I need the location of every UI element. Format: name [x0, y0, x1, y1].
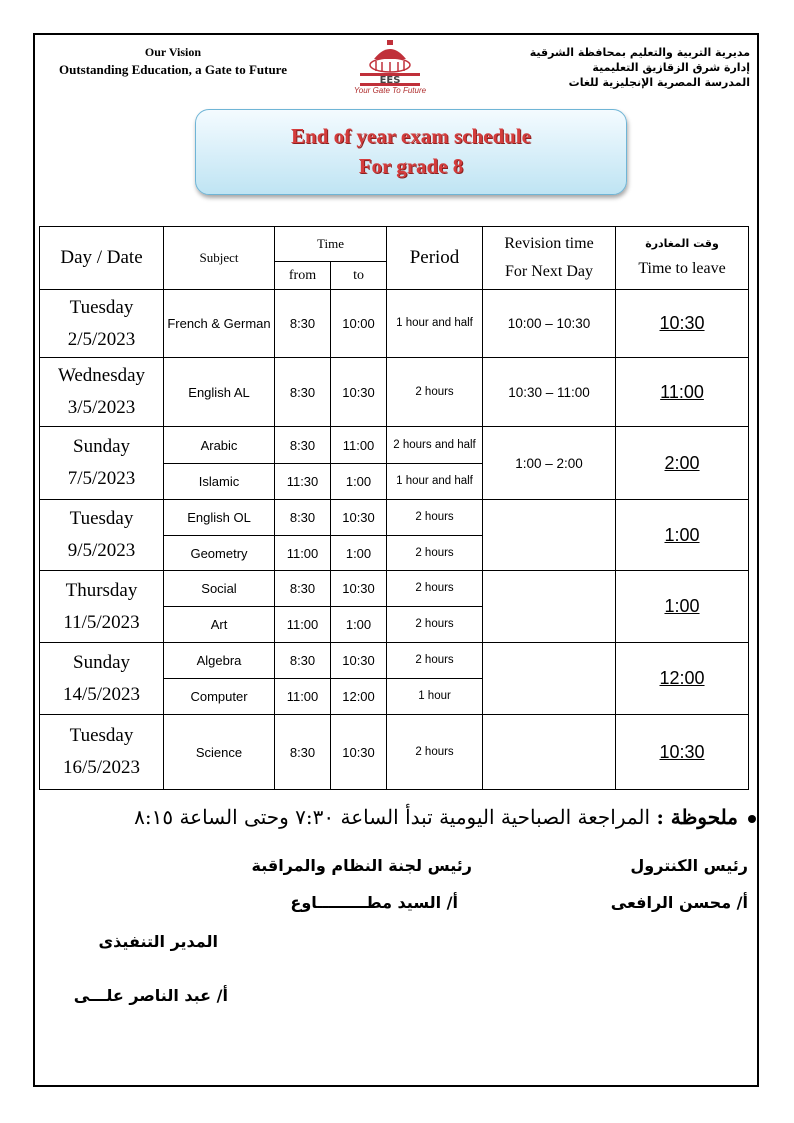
time-to-cell: 11:00: [331, 427, 387, 464]
header-from: from: [275, 262, 331, 290]
time-from-cell: 11:30: [275, 464, 331, 500]
subject-cell: Geometry: [164, 536, 275, 571]
morning-revision-note: [56, 805, 756, 829]
exam-schedule-table: [39, 226, 749, 790]
day-name: Sunday: [73, 651, 130, 673]
time-from-cell: 8:30: [275, 358, 331, 427]
exam-date: 7/5/2023: [67, 468, 136, 489]
day-date-cell: [40, 571, 164, 643]
period-cell: 1 hour and half: [387, 290, 483, 358]
director-name: أ/ عبد الناصر علـــى: [73, 986, 228, 1005]
day-name: Thursday: [65, 579, 138, 601]
subject-cell: Science: [164, 715, 275, 790]
time-from-cell: 8:30: [275, 715, 331, 790]
period-cell: 1 hour and half: [387, 464, 483, 500]
table-row: [40, 643, 749, 679]
subject-cell: Art: [164, 607, 275, 643]
note-text: المراجعة الصباحية اليومية تبدأ الساعة ٧:٣٠ وحتى الساعة ٨:١٥: [134, 805, 651, 829]
vision-title: Our Vision: [144, 45, 202, 59]
leave-time-cell: 11:00: [616, 358, 749, 427]
leave-time-cell: 12:00: [616, 643, 749, 715]
time-to-cell: 10:30: [331, 571, 387, 607]
day-date-cell: [40, 715, 164, 790]
control-head-name: أ/ محسن الرافعى: [610, 893, 748, 912]
subject-cell: Computer: [164, 679, 275, 715]
leave-time-cell: 10:30: [616, 290, 749, 358]
revision-cell: 10:30 – 11:00: [483, 358, 616, 427]
day-date-cell: [40, 290, 164, 358]
exam-date: 2/5/2023: [67, 328, 136, 350]
subject-cell: Social: [164, 571, 275, 607]
revision-cell: [483, 715, 616, 790]
logo-caption: Your Gate To Future: [353, 86, 427, 95]
subject-cell: Algebra: [164, 643, 275, 679]
exam-date: 11/5/2023: [63, 611, 140, 633]
subject-cell: Islamic: [164, 464, 275, 500]
subject-cell: English AL: [164, 358, 275, 427]
title-box: [195, 109, 627, 195]
period-cell: 2 hours: [387, 358, 483, 427]
table-row: [40, 427, 749, 464]
time-from-cell: 8:30: [275, 290, 331, 358]
vision-block: [38, 43, 308, 79]
day-name: Tuesday: [69, 508, 134, 529]
table-row: [40, 715, 749, 790]
leave-time-cell: 2:00: [616, 427, 749, 500]
time-from-cell: 8:30: [275, 427, 331, 464]
arabic-header-line-2: إدارة شرق الزقازيق التعليمية: [592, 61, 750, 74]
committee-head-title: رئيس لجنة النظام والمراقبة: [251, 856, 472, 875]
bullet-icon: [748, 815, 756, 823]
committee-head-name: أ/ السيد مطـــــــــاوع: [290, 893, 458, 912]
period-cell: 2 hours and half: [387, 427, 483, 464]
period-cell: 2 hours: [387, 500, 483, 536]
header-day-date: Day / Date: [40, 227, 164, 290]
revision-cell: [483, 643, 616, 715]
time-from-cell: 8:30: [275, 571, 331, 607]
arabic-header: [490, 45, 750, 90]
header-revision-line-2: For Next Day: [505, 263, 593, 280]
time-from-cell: 11:00: [275, 679, 331, 715]
time-to-cell: 10:30: [331, 358, 387, 427]
header-time: Time: [275, 227, 387, 262]
header-revision-line-1: Revision time: [504, 235, 594, 252]
revision-cell: 10:00 – 10:30: [483, 290, 616, 358]
leave-time-cell: 1:00: [616, 571, 749, 643]
title-line-1: End of year exam schedule: [291, 124, 531, 148]
exam-date: 9/5/2023: [67, 540, 136, 561]
time-from-cell: 8:30: [275, 643, 331, 679]
day-name: Tuesday: [69, 296, 134, 318]
exam-date: 3/5/2023: [67, 397, 136, 418]
header-subject: Subject: [164, 227, 275, 290]
leave-time-cell: 10:30: [616, 715, 749, 790]
note-label: ملحوظة :: [656, 805, 738, 829]
time-to-cell: 10:30: [331, 500, 387, 536]
day-date-cell: [40, 427, 164, 500]
day-date-cell: [40, 358, 164, 427]
time-to-cell: 10:30: [331, 715, 387, 790]
vision-text: Outstanding Education, a Gate to Future: [58, 62, 287, 77]
header-to: to: [331, 262, 387, 290]
period-cell: 2 hours: [387, 536, 483, 571]
time-from-cell: 11:00: [275, 607, 331, 643]
time-to-cell: 12:00: [331, 679, 387, 715]
exam-date: 16/5/2023: [62, 757, 141, 778]
period-cell: 2 hours: [387, 715, 483, 790]
period-cell: 2 hours: [387, 607, 483, 643]
title-line-2: For grade 8: [358, 154, 464, 178]
revision-cell: [483, 571, 616, 643]
subject-cell: Arabic: [164, 427, 275, 464]
day-name: Wednesday: [57, 365, 146, 386]
day-date-cell: [40, 500, 164, 571]
arabic-header-line-1: مديرية التربية والتعليم بمحافظة الشرقية: [529, 46, 750, 59]
time-from-cell: 11:00: [275, 536, 331, 571]
period-cell: 2 hours: [387, 571, 483, 607]
arabic-header-line-3: المدرسة المصرية الإنجليزية للغات: [568, 76, 750, 89]
day-name: Tuesday: [69, 725, 134, 746]
exam-date: 14/5/2023: [62, 683, 141, 705]
time-to-cell: 10:30: [331, 643, 387, 679]
time-to-cell: 1:00: [331, 536, 387, 571]
table-row: [40, 290, 749, 358]
header-leave-arabic: وقت المغادرة: [645, 237, 719, 250]
table-row: [40, 358, 749, 427]
revision-cell: [483, 500, 616, 571]
header-revision: [483, 227, 616, 290]
revision-cell: 1:00 – 2:00: [483, 427, 616, 500]
day-date-cell: [40, 643, 164, 715]
control-head-title: رئيس الكنترول: [630, 856, 748, 875]
director-title: المدير التنفيذى: [98, 932, 218, 951]
time-to-cell: 1:00: [331, 464, 387, 500]
day-name: Sunday: [73, 436, 130, 457]
subject-cell: French & German: [164, 290, 275, 358]
logo-lettering: EES: [379, 75, 401, 86]
subject-cell: English OL: [164, 500, 275, 536]
table-row: [40, 571, 749, 607]
header-time-to-leave: [616, 227, 749, 290]
time-to-cell: 10:00: [331, 290, 387, 358]
time-from-cell: 8:30: [275, 500, 331, 536]
header-period: Period: [387, 227, 483, 290]
period-cell: 1 hour: [387, 679, 483, 715]
table-row: [40, 500, 749, 536]
leave-time-cell: 1:00: [616, 500, 749, 571]
time-to-cell: 1:00: [331, 607, 387, 643]
header-leave-english: Time to leave: [638, 260, 726, 277]
period-cell: 2 hours: [387, 643, 483, 679]
